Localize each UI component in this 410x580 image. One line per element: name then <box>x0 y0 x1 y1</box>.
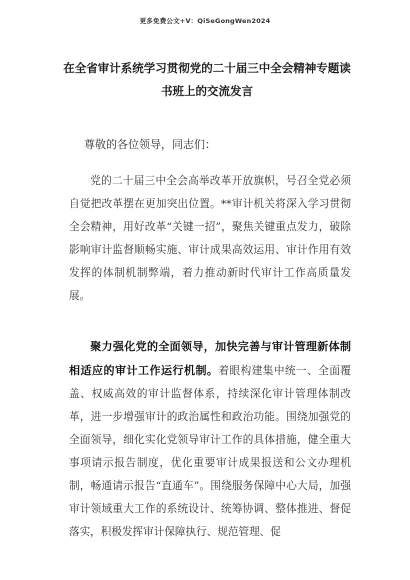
salutation: 尊敬的各位领导，同志们： <box>84 138 216 151</box>
section-body: 着眼构建集中统一、全面覆盖、权威高效的审计监督体系，持续深化审计管理体制改革，进一步增强审计的政治属性和政治功能。围绕加强党的全面领导，细化实化党领导审计工作的具体措施，健全重大事项请示报告制度，优化重要审计成果报送和公文办理机制，畅通请示报告“直通车”。围绕服务保障中心大局，加强审计领域重大工作的系统设计、统筹协调、整体推进、督促落实，积极发挥审计保障执行、规范管理、促 <box>69 365 352 538</box>
watermark-text: 更多免费公文+V：QiSeGongWen2024 <box>139 17 271 25</box>
document-title-line-2: 书班上的交流发言 <box>161 84 253 98</box>
section-heading: 聚力强化党的全面领导，加快完善与审计管理新体制相适应的审计工作运行机制。 <box>69 340 351 377</box>
paragraph-section-1 <box>69 335 351 544</box>
document-title-line-1: 在全省审计系统学习贯彻党的二十届三中全会精神专题读 <box>63 61 351 75</box>
paragraph-intro: 党的二十届三中全会高举改革开放旗帜，号召全党必须自觉把改革摆在更加突出位置。**审计机关将深入学习贯彻全会精神，用好改革“关键一招”，聚焦关键重点发力，破除影响审计监督顺畅实施、审计成果高效运用、审计作用有效发挥的体制机制弊端，着力推动新时代审计工作高质量发展。 <box>69 175 351 302</box>
